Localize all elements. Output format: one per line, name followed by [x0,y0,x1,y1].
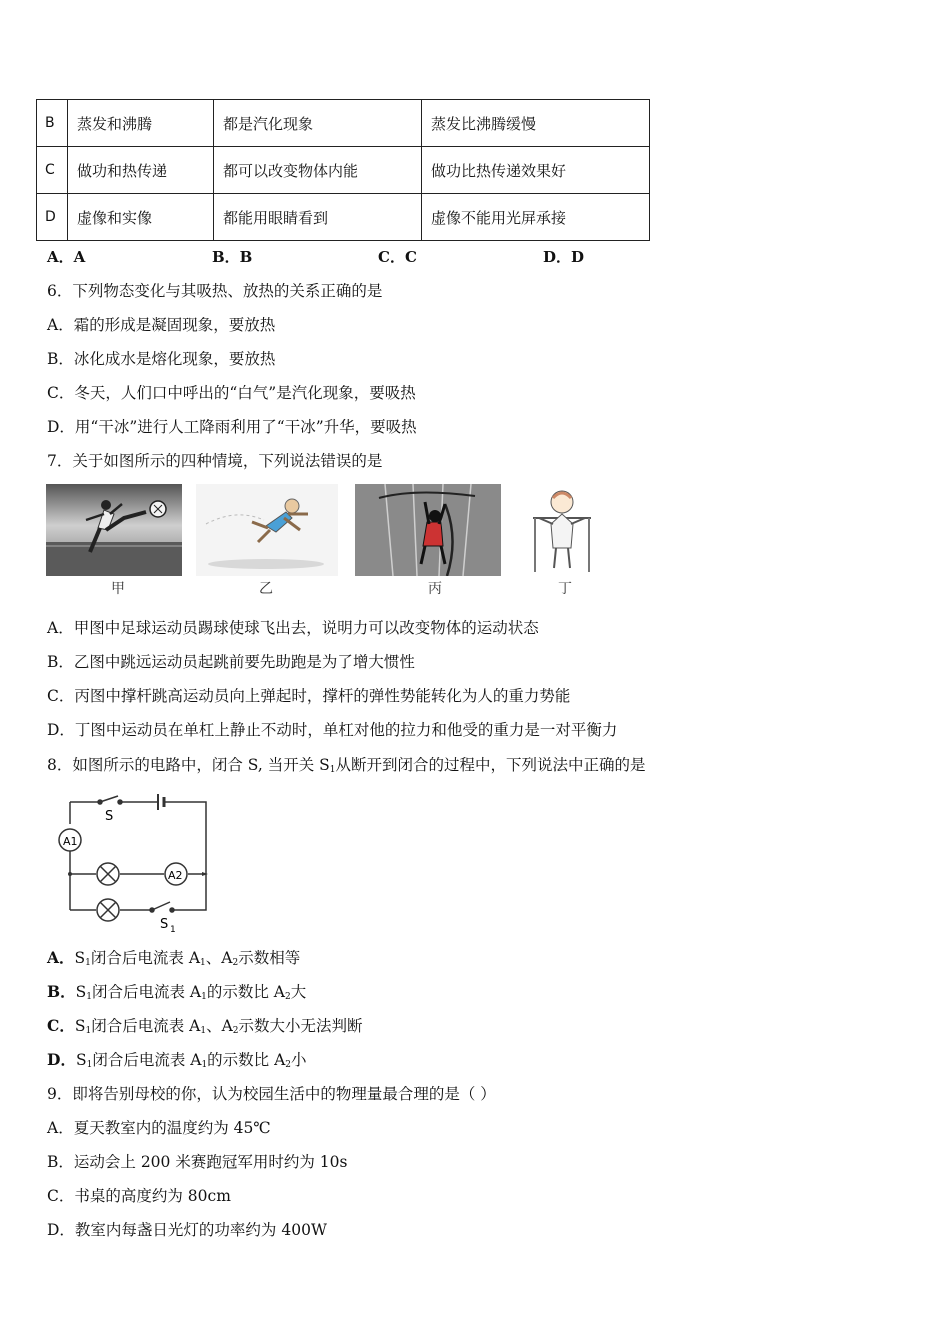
row-diff: 做功比热传递效果好 [422,147,650,194]
table-row [37,100,650,147]
q8-option-d[interactable]: D．$S_1$闭合后电流表 $A_1$的示数比 $A_2$小 [47,1050,307,1070]
q7-option-d[interactable]: D．丁图中运动员在单杠上静止不动时，单杠对他的拉力和他受的重力是一对平衡力 [47,721,618,739]
figure-caption-jia: 甲 [111,581,125,597]
q7-option-b[interactable]: B．乙图中跳远运动员起跳前要先助跑是为了增大惯性 [47,653,415,671]
figure-caption-bing: 丙 [428,581,442,597]
q7-option-c[interactable]: C．丙图中撑杆跳高运动员向上弹起时，撑杆的弹性势能转化为人的重力势能 [47,687,571,705]
q6-stem: 6．下列物态变化与其吸热、放热的关系正确的是 [47,282,383,300]
switch-s1-icon [152,902,170,910]
q5-option-b[interactable]: B．B [212,248,253,266]
q9-option-d[interactable]: D．教室内每盏日光灯的功率约为 400W [47,1221,327,1239]
q8-stem-part1: 8．如图所示的电路中，闭合 S, 当开关 S [47,756,330,774]
football-kick-image [46,484,182,576]
row-same: 都能用眼睛看到 [214,194,422,241]
q9-option-a[interactable]: A．夏天教室内的温度约为 45℃ [47,1119,271,1137]
switch-s-label: S [105,809,114,824]
q6-option-b[interactable]: B．冰化成水是熔化现象，要放热 [47,350,276,368]
q7-option-a[interactable]: A．甲图中足球运动员踢球使球飞出去，说明力可以改变物体的运动状态 [47,619,539,637]
q5-option-c[interactable]: C．C [378,248,417,266]
q8-option-b[interactable]: B．$S_1$闭合后电流表 $A_1$的示数比 $A_2$大 [47,982,307,1002]
long-jump-image [196,484,338,576]
row-item: 做功和热传递 [68,147,214,194]
comparison-table [36,99,650,241]
switch-s1-label: S [160,917,169,932]
row-diff: 蒸发比沸腾缓慢 [422,100,650,147]
row-item: 蒸发和沸腾 [68,100,214,147]
row-diff: 虚像不能用光屏承接 [422,194,650,241]
horizontal-bar-image [527,484,597,576]
q8-option-a[interactable]: A．$S_1$闭合后电流表 $A_1$、$A_2$示数相等 [47,948,301,968]
q8-stem-subscript: 1 [329,765,336,775]
row-item: 虚像和实像 [68,194,214,241]
q9-stem: 9．即将告别母校的你，认为校园生活中的物理量最合理的是（ ） [47,1085,496,1103]
q6-option-c[interactable]: C．冬天，人们口中呼出的“白气”是汽化现象，要吸热 [47,384,416,402]
table-row [37,147,650,194]
q8-stem [47,755,646,780]
row-same: 都可以改变物体内能 [214,147,422,194]
switch-s1-subscript: 1 [170,925,176,932]
q5-option-a[interactable]: A．A [47,248,86,266]
row-key: C [37,147,68,194]
row-key: D [37,194,68,241]
q8-option-c[interactable]: C．$S_1$闭合后电流表 $A_1$、$A_2$示数大小无法判断 [47,1016,363,1036]
q6-option-d[interactable]: D．用“干冰”进行人工降雨利用了“干冰”升华，要吸热 [47,418,417,436]
q9-option-c[interactable]: C．书桌的高度约为 80cm [47,1187,231,1205]
ammeter-a1-label: A1 [63,835,78,848]
table-row [37,194,650,241]
q9-option-b[interactable]: B．运动会上 200 米赛跑冠军用时约为 10s [47,1153,348,1171]
pole-vault-image [355,484,501,576]
q5-option-d[interactable]: D．D [543,248,585,266]
q8-stem-part2: 从断开到闭合的过程中，下列说法中正确的是 [335,756,646,774]
row-key: B [37,100,68,147]
circuit-diagram [50,788,218,932]
q6-option-a[interactable]: A．霜的形成是凝固现象，要放热 [47,316,276,334]
q7-stem: 7．关于如图所示的四种情境，下列说法错误的是 [47,452,383,470]
figure-caption-ding: 丁 [558,581,572,597]
ammeter-a2-label: A2 [168,869,183,882]
switch-s-icon [100,796,118,802]
row-same: 都是汽化现象 [214,100,422,147]
figure-caption-yi: 乙 [259,581,273,597]
